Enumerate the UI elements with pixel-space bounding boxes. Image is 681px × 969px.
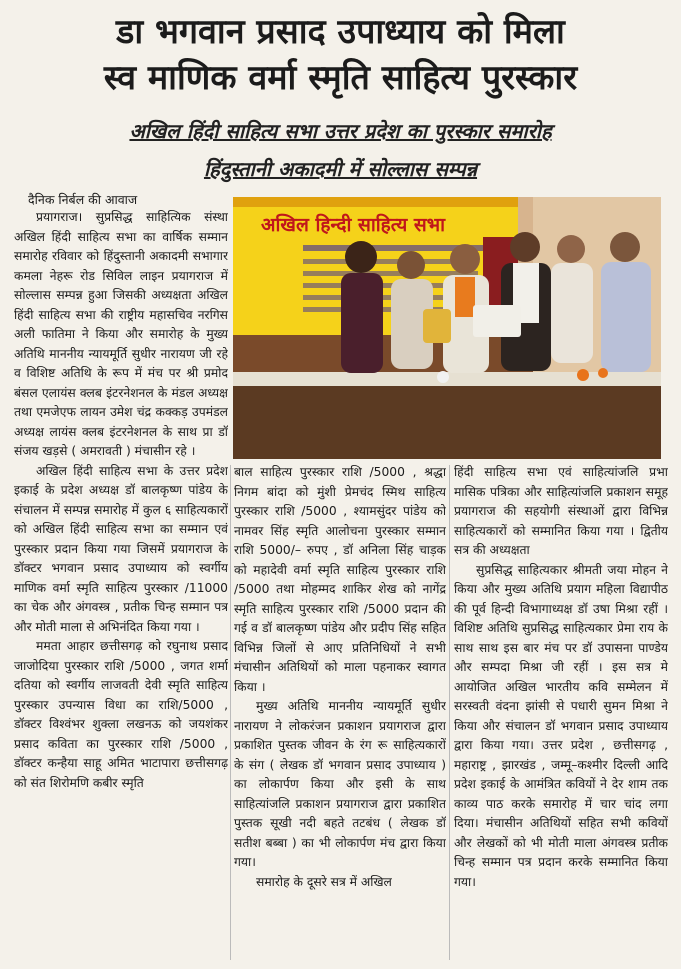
paragraph: अखिल हिंदी साहित्य सभा के उत्तर प्रदेश इकाई के प्रदेश अध्यक्ष डॉ बालकृष्ण पांडेय के संचालन में सम्पन्न समारोह में कुल ६ साहित्यकारों को अखिल हिंदी साहित्य सभा का सम्मान एवं पुरस्कार प्रदान किया गया जिसमें प्रयागराज के डॉक्टर भगवान प्रसाद उपाध्याय को स्वर्गीय माणिक वर्मा स्मृति साहित्य पुरस्कार /11000 का चेक और अंगवस्त्र , प्रतीक चिन्ह सम्मान पत्र और मोती माला से अभिनंदित किया गया । [14, 463, 228, 634]
column-divider [449, 465, 450, 960]
subheadline-line-1: अखिल हिंदी साहित्य सभा उत्तर प्रदेश का पुरस्कार समारोह [129, 119, 552, 143]
event-photo [233, 197, 661, 459]
column-divider [230, 465, 231, 960]
headline-line-2: स्व माणिक वर्मा स्मृति साहित्य पुरस्कार [103, 58, 578, 98]
paragraph: बाल साहित्य पुरस्कार राशि /5000 , श्रद्धा निगम बांदा को मुंशी प्रेमचंद स्मिथ साहित्य पुरस्कार राशि /5000 , श्यामसुंदर पांडेय को नामवर सिंह स्मृति आलोचना पुरस्कार सम्मान राशि 5000/– रुपए , डॉ अनिला सिंह चाड़क को महादेवी वर्मा स्मृति साहित्य पुरस्कार राशि /5000 तथा मोहम्मद शाकिर शेख को नागेंद्र स्मृति साहित्य पुरस्कार राशि /5000 प्रदान की गई व डॉ बालकृष्ण पांडेय और प्रदीप सिंह सहित विभिन्न जिलों से आए प्रतिनिधियों ने सभी मंचासीन अतिथियों को माला पहनाकर स्वागत किया । [234, 465, 446, 694]
paragraph: ममता आहार छत्तीसगढ़ को रघुनाथ प्रसाद जाजोदिया पुरस्कार राशि /5000 , जगत शर्मा दतिया को स्वर्गीय लाजवती देवी स्मृति साहित्य पुरस्कार उपन्यास विधा का राशि/5000 , डॉक्टर विश्वंभर शुक्ला लखनऊ को जयशंकर प्रसाद कविता का पुरस्कार राशि /5000 , डॉक्टर कन्हैया साहू अमित भाटापारा छत्तीसगढ़ को संत शिरोमणि कबीर स्मृति [14, 639, 228, 790]
event-photo-icon [233, 197, 661, 459]
paragraph: प्रयागराज। सुप्रसिद्ध साहित्यिक संस्था अखिल हिंदी साहित्य सभा का वार्षिक सम्मान समारोह रविवार को हिंदुस्तानी अकादमी सभागार कमला नेहरू रोड सिविल लाइन प्रयागराज में सोल्लास सम्पन्न हुआ जिसकी अध्यक्षता अखिल हिंदी साहित्य सभा की राष्ट्रीय महासचिव नरगिस अली फातिमा ने किया और समारोह के मुख्य अतिथि माननीय न्यायमूर्ति सुधीर नारायण जी रहे व विशिष्ट अतिथि के रूप में मंच पर श्री प्रमोद बंसल एलायंस क्लब इंटरनेशनल के मंडल अध्यक्ष तथा एमजेएफ लायन उमेश चंद्र कक्कड़ उपमंडल अध्यक्ष लायंस क्लब इंटरनेशनल के साथ प्रा डॉ संजय खड़से ( अमरावती ) मंचासीन रहे । [14, 210, 228, 458]
article-column-1 [14, 208, 228, 960]
article-column-2 [234, 463, 446, 960]
paragraph: हिंदी साहित्य सभा एवं साहित्यांजलि प्रभा मासिक पत्रिका और साहित्यांजलि प्रकाशन समूह प्रयागराज की सहयोगी संस्थाओं द्वारा विभिन्न साहित्यकारों को सम्मानित किया गया । द्वितीय सत्र की अध्यक्षता [454, 465, 668, 557]
subheadline-line-2: हिंदुस्तानी अकादमी में सोल्लास सम्पन्न [203, 157, 478, 181]
banner-text: अखिल हिन्दी साहित्य सभा [261, 214, 446, 236]
paragraph: सुप्रसिद्ध साहित्यकार श्रीमती जया मोहन ने किया और मुख्य अतिथि प्रयाग महिला विद्यापीठ की पूर्व हिन्दी विभागाध्यक्ष डॉ उषा मिश्रा रहीं । विशिष्ट अतिथि सुप्रसिद्ध साहित्यकार प्रेमा राय के साथ साथ इस बार मंच पर डॉ उपासना पाण्डेय और सम्पदा मिश्रा जी रहीं । इस सत्र मे आयोजित अखिल भारतीय कवि सम्मेलन में सरस्वती वंदना झांसी से पधारी सुमन मिश्रा ने किया और संचालन डॉ भगवान प्रसाद उपाध्याय द्वारा किया गया। उत्तर प्रदेश , छत्तीसगढ़ , महाराष्ट्र , झारखंड , जम्मू–कश्मीर दिल्ली आदि प्रदेश इकाई के आमंत्रित कवियों ने देर शाम तक काव्य पाठ करके समारोह में चार चांद लगा दिया। मंचासीन अतिथियों सहित सभी कवियों और लेखकों को भी मोती माला अंगवस्त्र प्रतीक चिन्ह सम्मान पत्र प्रदान करके सम्मानित किया गया। [454, 562, 668, 889]
headline-line-1: डा भगवान प्रसाद उपाध्याय को मिला [116, 12, 565, 52]
article-column-3 [454, 463, 668, 960]
news-source: दैनिक निर्बल की आवाज [28, 192, 138, 207]
paragraph: समारोह के दूसरे सत्र में अखिल [256, 874, 392, 889]
paragraph: मुख्य अतिथि माननीय न्यायमूर्ति सुधीर नारायण ने लोकरंजन प्रकाशन प्रयागराज द्वारा प्रकाशित पुस्तक जीवन के रंग रू साहित्यकारों के संग ( लेखक डॉ भगवान प्रसाद उपाध्याय ) का लोकार्पण किया और इसी के साथ साहित्यांजलि प्रकाशन प्रयागराज द्वारा प्रकाशित पुस्तक सूखी नदी बहते तटबंध ( लेखक डॉ सतीश बब्बा ) का भी लोकार्पण मंच द्वारा किया गया। [234, 699, 446, 869]
